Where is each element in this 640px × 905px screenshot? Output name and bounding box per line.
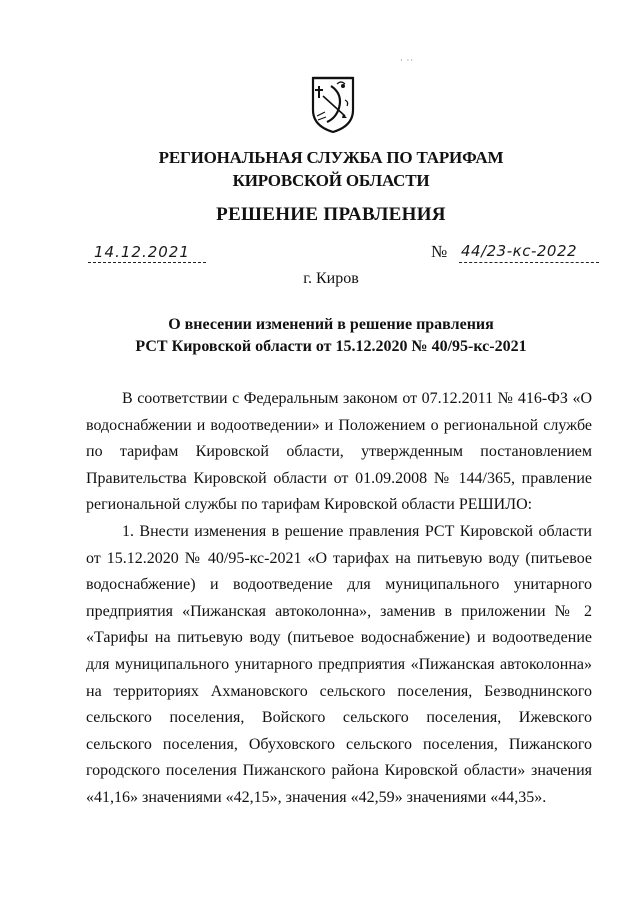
document-type-title: РЕШЕНИЕ ПРАВЛЕНИЯ: [216, 204, 446, 225]
body-paragraph-2: 1. Внести изменения в решение правления РСТ Кировской области от 15.12.2020 № 40/95-кс-2021 «О тарифах на питьевую воду (питьевое водоснабжение) и водоотведение для муниципального унитарного предприятия «Пижанская автоколонна», заменив в приложении № 2 «Тарифы на питьевую воду (питьевое водоснабжение) и водоотведение для муниципального унитарного предприятия «Пижанская автоколонна» на территориях Ахмановского сельского поселения, Безводнинского сельского поселения, Войского сельского поселения, Ижевского сельского поселения, Обуховского сельского поселения, Пижанского городского поселения Пижанского района Кировской области» значения «41,16» значениями «42,15», значения «42,59» значениями «44,35».: [86, 522, 592, 806]
subject-line-2: РСТ Кировской области от 15.12.2020 № 40/95-кс-2021: [135, 338, 527, 355]
decision-number: [431, 241, 601, 265]
kirov-coat-of-arms-icon: [309, 72, 357, 136]
subject-line-1: О внесении изменений в решение правления: [168, 316, 494, 333]
number-sign: №: [431, 242, 448, 261]
body-paragraph-1: В соответствии с Федеральным законом от 07.12.2011 № 416-ФЗ «О водоснабжении и водоотведении» и Положением о региональной службе по тарифам Кировской области, утвержденным постановлением Правительства Кировской области от 01.09.2008 № 144/365, правление региональной службы по тарифам Кировской области РЕШИЛО:: [86, 390, 592, 514]
org-line-1: РЕГИОНАЛЬНАЯ СЛУЖБА ПО ТАРИФАМ: [158, 148, 504, 167]
organization-name: [0, 146, 640, 192]
date-underline: [88, 262, 206, 263]
number-handwritten: 44/23-кс-2022: [461, 242, 578, 260]
document-subject: [0, 314, 640, 358]
org-line-2: КИРОВСКОЙ ОБЛАСТИ: [232, 171, 430, 190]
scan-artifact: · ··: [400, 56, 414, 65]
date-handwritten: 14.12.2021: [94, 243, 190, 261]
number-underline: [459, 262, 599, 263]
city-name: г. Киров: [303, 270, 359, 287]
document-body: [86, 386, 592, 812]
decision-date: [88, 243, 206, 265]
